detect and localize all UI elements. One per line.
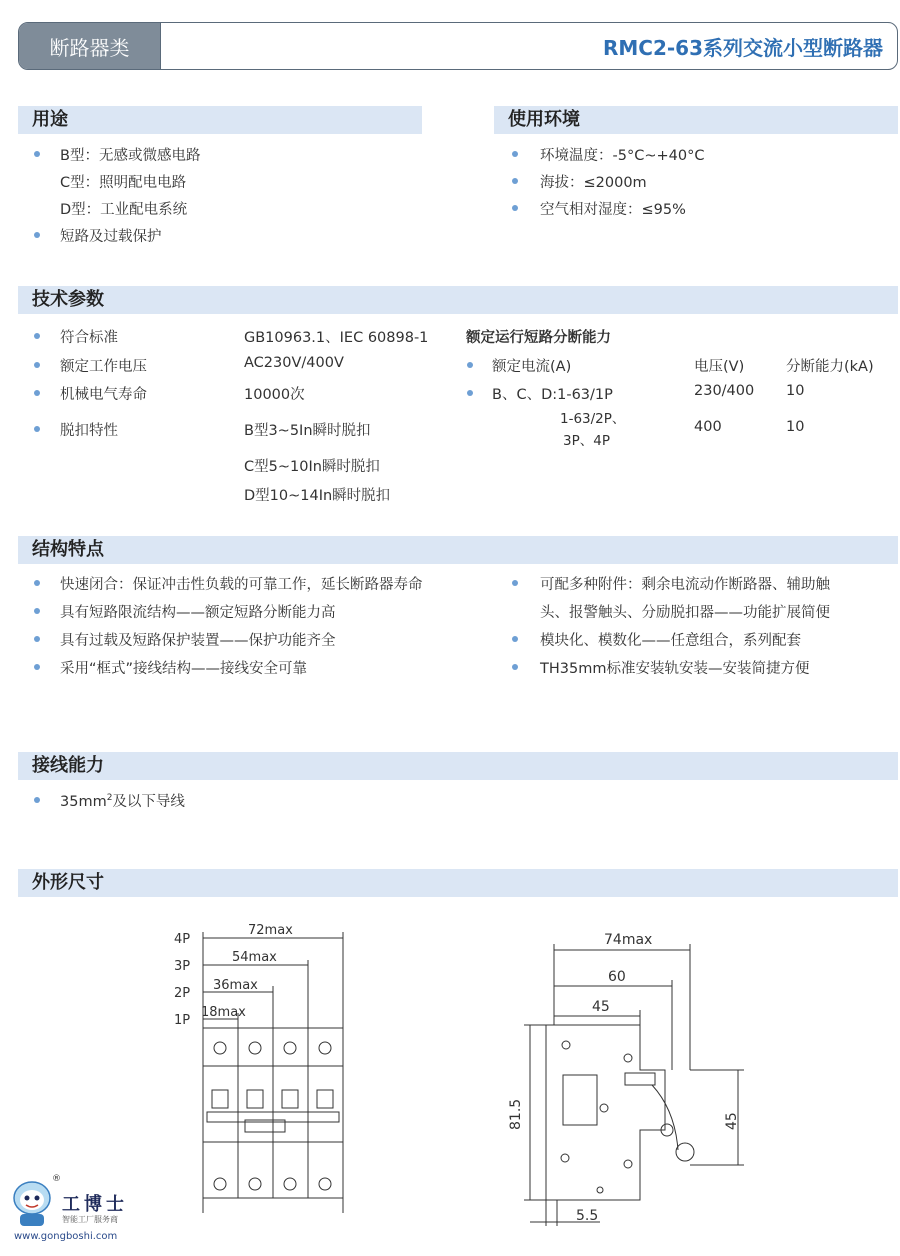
- capacity-row1-capacity: 10: [786, 383, 805, 399]
- bullet: [512, 205, 518, 211]
- param-voltage-label: 额定工作电压: [60, 359, 147, 375]
- feature-left-2: 具有短路限流结构——额定短路分断能力高: [60, 605, 336, 621]
- bullet: [34, 580, 40, 586]
- product-title: RMC2-63系列交流小型断路器: [602, 35, 883, 60]
- width-4p: 72max: [248, 923, 293, 938]
- bullet: [34, 390, 40, 396]
- side-base-55: 5.5: [576, 1208, 599, 1224]
- capacity-row2-capacity: 10: [786, 419, 805, 435]
- width-3p: 54max: [232, 950, 277, 965]
- bullet: [512, 151, 518, 157]
- side-width-74: 74max: [604, 932, 653, 948]
- feature-right-1b: 头、报警触头、分励脱扣器——功能扩展简便: [540, 605, 830, 621]
- width-1p: 18max: [201, 1005, 246, 1020]
- bullet: [512, 178, 518, 184]
- side-width-60: 60: [608, 969, 626, 985]
- wiring-capacity: $35mm^2$及以下导线: [60, 793, 185, 810]
- logo-url: www.gongboshi.com: [14, 1231, 118, 1242]
- logo-subtitle: 智能工厂服务商: [62, 1215, 118, 1224]
- pole-4p: 4P: [174, 932, 191, 947]
- param-trip-c: C型5~10In瞬时脱扣: [244, 459, 380, 475]
- feature-left-4: 采用“框式”接线结构——接线安全可靠: [60, 661, 308, 677]
- dimensions-heading: 外形尺寸: [18, 869, 898, 897]
- usage-item-b: B型：无感或微感电路: [60, 148, 201, 164]
- wiring-heading: 接线能力: [18, 752, 898, 780]
- param-trip-label: 脱扣特性: [60, 423, 118, 439]
- category-label: 断路器类: [19, 23, 161, 69]
- param-standard-value: GB10963.1、IEC 60898-1: [244, 330, 429, 346]
- side-width-45: 45: [592, 999, 610, 1015]
- pole-3p: 3P: [174, 959, 191, 974]
- param-voltage-value: AC230V/400V: [244, 355, 344, 371]
- env-temperature: 环境温度：-5°C~+40°C: [540, 148, 705, 164]
- capacity-title: 额定运行短路分断能力: [466, 330, 611, 346]
- side-view-drawing: [500, 930, 760, 1230]
- env-humidity: 空气相对湿度：≤95%: [540, 202, 686, 218]
- environment-heading: 使用环境: [494, 106, 898, 134]
- bullet: [512, 664, 518, 670]
- bullet: [512, 580, 518, 586]
- usage-item-d: D型：工业配电系统: [60, 202, 188, 218]
- bullet: [467, 362, 473, 368]
- capacity-col-voltage: 电压(V): [694, 359, 745, 375]
- logo-name: 工博士: [62, 1194, 128, 1215]
- usage-item-protect: 短路及过载保护: [60, 229, 162, 245]
- param-life-value: 10000次: [244, 387, 305, 403]
- bullet: [512, 636, 518, 642]
- bullet: [34, 333, 40, 339]
- param-trip-d: D型10~14In瞬时脱扣: [244, 488, 391, 504]
- width-2p: 36max: [213, 978, 258, 993]
- bullet: [34, 608, 40, 614]
- tech-heading: 技术参数: [18, 286, 898, 314]
- capacity-col-current: 额定电流(A): [492, 359, 572, 375]
- param-life-label: 机械电气寿命: [60, 387, 147, 403]
- capacity-row2-voltage: 400: [694, 419, 722, 435]
- page-header: [18, 22, 898, 70]
- capacity-row1-current: B、C、D:1-63/1P: [492, 387, 613, 403]
- feature-right-2: 模块化、模数化——任意组合，系列配套: [540, 633, 801, 649]
- registered-mark: ®: [52, 1174, 61, 1184]
- feature-left-3: 具有过载及短路保护装置——保护功能齐全: [60, 633, 336, 649]
- bullet: [34, 362, 40, 368]
- side-height-45: 45: [724, 1112, 740, 1130]
- side-height-81: 81.5: [508, 1098, 524, 1130]
- param-trip-b: B型3~5In瞬时脱扣: [244, 423, 371, 439]
- bullet: [34, 232, 40, 238]
- capacity-row2-current-b: 3P、4P: [563, 433, 610, 449]
- bullet: [467, 390, 473, 396]
- capacity-row1-voltage: 230/400: [694, 383, 755, 399]
- bullet: [34, 664, 40, 670]
- features-heading: 结构特点: [18, 536, 898, 564]
- capacity-col-capacity: 分断能力(kA): [786, 359, 874, 375]
- capacity-row2-current-a: 1-63/2P、: [560, 411, 626, 427]
- feature-right-1a: 可配多种附件：剩余电流动作断路器、辅助触: [540, 577, 830, 593]
- bullet: [34, 797, 40, 803]
- feature-right-3: TH35mm标准安装轨安装—安装简捷方便: [540, 661, 810, 677]
- pole-2p: 2P: [174, 986, 191, 1001]
- bullet: [34, 151, 40, 157]
- bullet: [34, 636, 40, 642]
- param-standard-label: 符合标准: [60, 330, 118, 346]
- pole-1p: 1P: [174, 1013, 191, 1028]
- bullet: [34, 426, 40, 432]
- usage-item-c: C型：照明配电电路: [60, 175, 187, 191]
- usage-heading: 用途: [18, 106, 422, 134]
- env-altitude: 海拔：≤2000m: [540, 175, 647, 191]
- front-view-drawing: [170, 918, 360, 1220]
- feature-left-1: 快速闭合：保证冲击性负载的可靠工作，延长断路器寿命: [60, 577, 423, 593]
